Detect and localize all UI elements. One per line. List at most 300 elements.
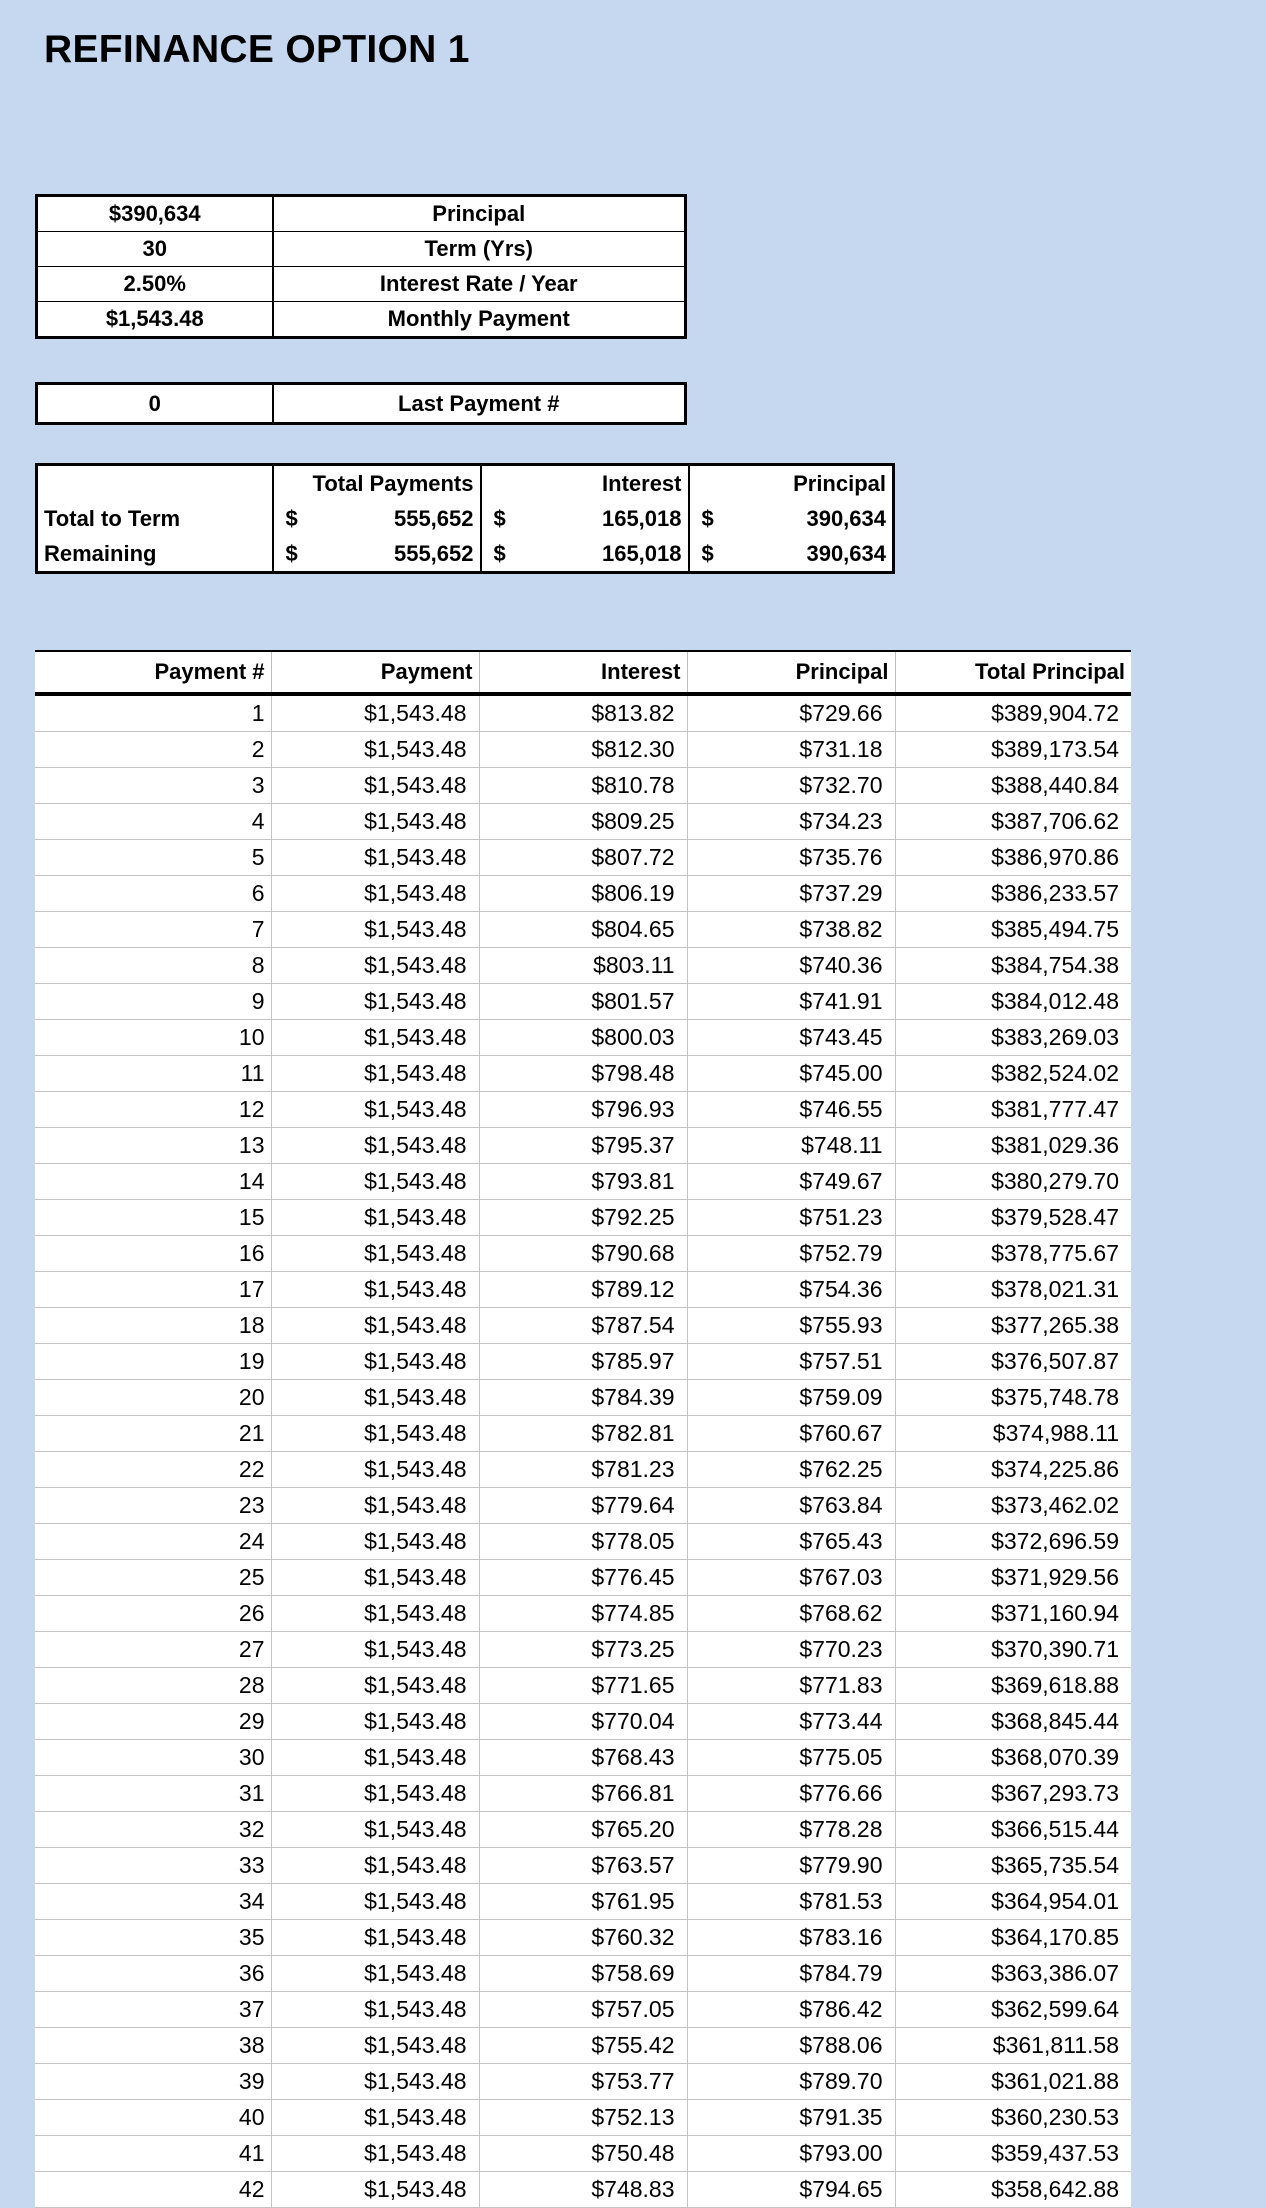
total-principal-cell[interactable]: $376,507.87 [895, 1344, 1131, 1380]
last-payment-value-cell[interactable]: 0 [37, 384, 273, 424]
total-principal-cell[interactable]: $358,642.88 [895, 2172, 1131, 2208]
total-payments-header: Total Payments [273, 465, 481, 502]
total-principal-cell[interactable]: $360,230.53 [895, 2100, 1131, 2136]
totals-corner-cell [37, 465, 273, 502]
interest-cell[interactable]: $765.20 [479, 1812, 687, 1848]
table-row [35, 1128, 1131, 1164]
payment-cell[interactable]: $1,543.48 [271, 1092, 479, 1128]
principal-cell[interactable]: $749.67 [687, 1164, 895, 1200]
interest-cell[interactable]: $801.57 [479, 984, 687, 1020]
payment-cell[interactable]: $1,543.48 [271, 1992, 479, 2028]
payment-cell[interactable]: $1,543.48 [271, 1956, 479, 1992]
table-row [35, 1596, 1131, 1632]
payment-number-cell[interactable]: 41 [35, 2136, 271, 2172]
interest-cell[interactable]: $784.39 [479, 1380, 687, 1416]
total-principal-cell[interactable]: $381,777.47 [895, 1092, 1131, 1128]
payment-number-cell[interactable]: 39 [35, 2064, 271, 2100]
payment-number-cell[interactable]: 42 [35, 2172, 271, 2208]
principal-cell[interactable]: $789.70 [687, 2064, 895, 2100]
principal-cell[interactable]: $755.93 [687, 1308, 895, 1344]
payment-number-cell[interactable]: 10 [35, 1020, 271, 1056]
payment-number-cell[interactable]: 19 [35, 1344, 271, 1380]
payment-number-cell[interactable]: 26 [35, 1596, 271, 1632]
principal-cell[interactable]: $732.70 [687, 768, 895, 804]
interest-cell[interactable]: $750.48 [479, 2136, 687, 2172]
last-payment-row [37, 384, 686, 424]
payment-number-cell[interactable]: 17 [35, 1272, 271, 1308]
interest-cell[interactable]: $787.54 [479, 1308, 687, 1344]
total-principal-cell[interactable]: $377,265.38 [895, 1308, 1131, 1344]
payment-cell[interactable]: $1,543.48 [271, 1308, 479, 1344]
payment-cell[interactable]: $1,543.48 [271, 1200, 479, 1236]
total-principal-cell[interactable]: $361,811.58 [895, 2028, 1131, 2064]
total-principal-cell[interactable]: $368,070.39 [895, 1740, 1131, 1776]
interest-cell[interactable]: $748.83 [479, 2172, 687, 2208]
payment-cell[interactable]: $1,543.48 [271, 768, 479, 804]
table-row [35, 1200, 1131, 1236]
total-to-term-payments-cell[interactable] [273, 501, 481, 536]
interest-cell[interactable]: $800.03 [479, 1020, 687, 1056]
total-principal-cell[interactable]: $389,904.72 [895, 694, 1131, 732]
payment-cell[interactable]: $1,543.48 [271, 1236, 479, 1272]
principal-cell[interactable]: $791.35 [687, 2100, 895, 2136]
payment-cell[interactable]: $1,543.48 [271, 2172, 479, 2208]
principal-cell[interactable]: $784.79 [687, 1956, 895, 1992]
interest-cell[interactable]: $774.85 [479, 1596, 687, 1632]
principal-cell[interactable]: $794.65 [687, 2172, 895, 2208]
table-row [35, 1344, 1131, 1380]
table-row [35, 1920, 1131, 1956]
table-row [35, 1308, 1131, 1344]
payment-number-cell[interactable]: 5 [35, 840, 271, 876]
table-row [35, 1632, 1131, 1668]
table-row [35, 1056, 1131, 1092]
payment-cell[interactable]: $1,543.48 [271, 948, 479, 984]
principal-cell[interactable]: $763.84 [687, 1488, 895, 1524]
payment-cell[interactable]: $1,543.48 [271, 1452, 479, 1488]
principal-cell[interactable]: $759.09 [687, 1380, 895, 1416]
total-principal-cell[interactable]: $364,954.01 [895, 1884, 1131, 1920]
total-principal-cell[interactable]: $364,170.85 [895, 1920, 1131, 1956]
total-principal-cell[interactable]: $372,696.59 [895, 1524, 1131, 1560]
currency-symbol: $ [285, 540, 298, 566]
total-principal-cell[interactable]: $380,279.70 [895, 1164, 1131, 1200]
payment-cell[interactable]: $1,543.48 [271, 1740, 479, 1776]
total-principal-cell[interactable]: $373,462.02 [895, 1488, 1131, 1524]
interest-cell[interactable]: $758.69 [479, 1956, 687, 1992]
total-principal-cell[interactable]: $362,599.64 [895, 1992, 1131, 2028]
payment-number-cell[interactable]: 3 [35, 768, 271, 804]
payment-cell[interactable]: $1,543.48 [271, 2028, 479, 2064]
total-principal-cell[interactable]: $375,748.78 [895, 1380, 1131, 1416]
payment-number-cell[interactable]: 27 [35, 1632, 271, 1668]
total-principal-cell[interactable]: $389,173.54 [895, 732, 1131, 768]
rate-value-cell[interactable]: 2.50% [37, 267, 273, 302]
total-principal-cell[interactable]: $365,735.54 [895, 1848, 1131, 1884]
interest-cell[interactable]: $757.05 [479, 1992, 687, 2028]
principal-cell[interactable]: $734.23 [687, 804, 895, 840]
principal-cell[interactable]: $757.51 [687, 1344, 895, 1380]
interest-cell[interactable]: $793.81 [479, 1164, 687, 1200]
table-row [35, 1740, 1131, 1776]
table-row [35, 1164, 1131, 1200]
payment-number-cell[interactable]: 6 [35, 876, 271, 912]
payment-cell[interactable]: $1,543.48 [271, 1776, 479, 1812]
payment-number-cell[interactable]: 29 [35, 1704, 271, 1740]
payment-cell[interactable]: $1,543.48 [271, 1848, 479, 1884]
principal-cell[interactable]: $783.16 [687, 1920, 895, 1956]
payment-cell[interactable]: $1,543.48 [271, 912, 479, 948]
payment-number-cell[interactable]: 23 [35, 1488, 271, 1524]
principal-cell[interactable]: $773.44 [687, 1704, 895, 1740]
payment-number-cell[interactable]: 9 [35, 984, 271, 1020]
remaining-interest: 165,018 [601, 540, 682, 566]
last-payment-label: Last Payment # [398, 390, 560, 416]
payment-cell[interactable]: $1,543.48 [271, 1344, 479, 1380]
principal-cell[interactable]: $765.43 [687, 1524, 895, 1560]
payment-number-cell[interactable]: 25 [35, 1560, 271, 1596]
payment-number-cell[interactable]: 8 [35, 948, 271, 984]
table-row [35, 1812, 1131, 1848]
principal-header: Principal [687, 651, 895, 694]
schedule-body [35, 694, 1131, 2208]
currency-symbol: $ [493, 505, 506, 531]
principal-value-cell[interactable]: $390,634 [37, 196, 273, 232]
principal-cell[interactable]: $781.53 [687, 1884, 895, 1920]
payment-cell[interactable]: $1,543.48 [271, 1560, 479, 1596]
payment-number-cell[interactable]: 31 [35, 1776, 271, 1812]
interest-cell[interactable]: $782.81 [479, 1416, 687, 1452]
principal-cell[interactable]: $748.11 [687, 1128, 895, 1164]
table-row [35, 2136, 1131, 2172]
interest-cell[interactable]: $812.30 [479, 732, 687, 768]
payment-cell[interactable]: $1,543.48 [271, 2064, 479, 2100]
interest-cell[interactable]: $803.11 [479, 948, 687, 984]
loan-row-rate [37, 267, 686, 302]
payment-number-cell[interactable]: 21 [35, 1416, 271, 1452]
interest-cell[interactable]: $781.23 [479, 1452, 687, 1488]
principal-header: Principal [793, 470, 886, 496]
total-principal-cell[interactable]: $387,706.62 [895, 804, 1131, 840]
payment-number-cell[interactable]: 37 [35, 1992, 271, 2028]
table-row [35, 1452, 1131, 1488]
total-principal-cell[interactable]: $371,160.94 [895, 1596, 1131, 1632]
payment-cell[interactable]: $1,543.48 [271, 2136, 479, 2172]
total-principal-cell[interactable]: $384,012.48 [895, 984, 1131, 1020]
interest-cell[interactable]: $766.81 [479, 1776, 687, 1812]
payment-number-cell[interactable]: 32 [35, 1812, 271, 1848]
table-row [35, 1848, 1131, 1884]
payment-cell[interactable]: $1,543.48 [271, 1416, 479, 1452]
table-row [35, 1272, 1131, 1308]
principal-cell[interactable]: $788.06 [687, 2028, 895, 2064]
currency-symbol: $ [493, 540, 506, 566]
remaining-payments: 555,652 [393, 540, 474, 566]
payment-number-cell[interactable]: 22 [35, 1452, 271, 1488]
payment-cell[interactable]: $1,543.48 [271, 1524, 479, 1560]
principal-cell[interactable]: $786.42 [687, 1992, 895, 2028]
payment-number-cell[interactable]: 35 [35, 1920, 271, 1956]
total-principal-cell[interactable]: $374,988.11 [895, 1416, 1131, 1452]
loan-inputs-table [35, 194, 687, 339]
payment-number-cell[interactable]: 4 [35, 804, 271, 840]
interest-cell[interactable]: $770.04 [479, 1704, 687, 1740]
interest-cell[interactable]: $763.57 [479, 1848, 687, 1884]
interest-header: Interest [481, 465, 689, 502]
principal-cell[interactable]: $740.36 [687, 948, 895, 984]
principal-cell[interactable]: $762.25 [687, 1452, 895, 1488]
payment-cell[interactable]: $1,543.48 [271, 840, 479, 876]
payment-number-cell[interactable]: 30 [35, 1740, 271, 1776]
interest-cell[interactable]: $796.93 [479, 1092, 687, 1128]
rate-label: Interest Rate / Year [273, 267, 686, 302]
table-row [35, 1668, 1131, 1704]
table-row [35, 840, 1131, 876]
principal-cell[interactable]: $752.79 [687, 1236, 895, 1272]
total-principal-cell[interactable]: $382,524.02 [895, 1056, 1131, 1092]
payment-number-header: Payment # [35, 651, 271, 694]
table-row [35, 2172, 1131, 2208]
principal-cell[interactable]: $776.66 [687, 1776, 895, 1812]
payment-number-cell[interactable]: 20 [35, 1380, 271, 1416]
payment-cell[interactable]: $1,543.48 [271, 1920, 479, 1956]
payment-number-cell[interactable]: 33 [35, 1848, 271, 1884]
principal-cell[interactable]: $775.05 [687, 1740, 895, 1776]
payment-cell[interactable]: $1,543.48 [271, 1596, 479, 1632]
principal-cell[interactable]: $743.45 [687, 1020, 895, 1056]
table-row [35, 2028, 1131, 2064]
table-row [35, 876, 1131, 912]
payment-number-cell[interactable]: 11 [35, 1056, 271, 1092]
total-principal-cell[interactable]: $359,437.53 [895, 2136, 1131, 2172]
payment-number-cell[interactable]: 2 [35, 732, 271, 768]
remaining-interest-cell[interactable] [481, 536, 689, 573]
remaining-payments-cell[interactable] [273, 536, 481, 573]
interest-cell[interactable]: $779.64 [479, 1488, 687, 1524]
table-row [35, 1992, 1131, 2028]
table-row [35, 912, 1131, 948]
monthly-payment-value-cell[interactable]: $1,543.48 [37, 302, 273, 338]
payment-cell[interactable]: $1,543.48 [271, 1488, 479, 1524]
principal-cell[interactable]: $751.23 [687, 1200, 895, 1236]
total-principal-cell[interactable]: $367,293.73 [895, 1776, 1131, 1812]
monthly-payment-label: Monthly Payment [273, 302, 686, 338]
table-row [35, 984, 1131, 1020]
payment-cell[interactable]: $1,543.48 [271, 1164, 479, 1200]
principal-cell[interactable]: $779.90 [687, 1848, 895, 1884]
table-row [35, 1560, 1131, 1596]
principal-cell[interactable]: $746.55 [687, 1092, 895, 1128]
interest-cell[interactable]: $795.37 [479, 1128, 687, 1164]
total-principal-cell[interactable]: $363,386.07 [895, 1956, 1131, 1992]
interest-cell[interactable]: $752.13 [479, 2100, 687, 2136]
total-principal-cell[interactable]: $370,390.71 [895, 1632, 1131, 1668]
payment-number-cell[interactable]: 13 [35, 1128, 271, 1164]
interest-cell[interactable]: $776.45 [479, 1560, 687, 1596]
total-principal-cell[interactable]: $383,269.03 [895, 1020, 1131, 1056]
interest-cell[interactable]: $809.25 [479, 804, 687, 840]
principal-cell[interactable]: $737.29 [687, 876, 895, 912]
loan-row-term [37, 232, 686, 267]
table-row [35, 1236, 1131, 1272]
total-principal-cell[interactable]: $378,021.31 [895, 1272, 1131, 1308]
payment-cell[interactable]: $1,543.48 [271, 1056, 479, 1092]
total-principal-cell[interactable]: $374,225.86 [895, 1452, 1131, 1488]
total-principal-cell[interactable]: $379,528.47 [895, 1200, 1131, 1236]
payment-number-cell[interactable]: 24 [35, 1524, 271, 1560]
principal-label: Principal [273, 196, 686, 232]
total-principal-cell[interactable]: $381,029.36 [895, 1128, 1131, 1164]
payment-cell[interactable]: $1,543.48 [271, 1812, 479, 1848]
payment-number-cell[interactable]: 7 [35, 912, 271, 948]
payment-number-cell[interactable]: 18 [35, 1308, 271, 1344]
table-row [35, 948, 1131, 984]
table-row [35, 694, 1131, 732]
schedule-header-row [35, 651, 1131, 694]
table-row [35, 1092, 1131, 1128]
interest-cell[interactable]: $753.77 [479, 2064, 687, 2100]
interest-cell[interactable]: $807.72 [479, 840, 687, 876]
principal-cell[interactable]: $731.18 [687, 732, 895, 768]
table-row [35, 1956, 1131, 1992]
payment-number-cell[interactable]: 28 [35, 1668, 271, 1704]
interest-cell[interactable]: $792.25 [479, 1200, 687, 1236]
principal-cell[interactable]: $745.00 [687, 1056, 895, 1092]
principal-cell[interactable]: $770.23 [687, 1632, 895, 1668]
payment-number-cell[interactable]: 34 [35, 1884, 271, 1920]
payment-cell[interactable]: $1,543.48 [271, 2100, 479, 2136]
total-to-term-principal-cell[interactable] [689, 501, 894, 536]
loan-row-monthly-payment [37, 302, 686, 338]
table-row [35, 1488, 1131, 1524]
table-row [35, 804, 1131, 840]
payment-number-cell[interactable]: 16 [35, 1236, 271, 1272]
remaining-row [37, 536, 894, 573]
total-to-term-label: Total to Term [37, 501, 273, 536]
total-to-term-payments: 555,652 [393, 505, 474, 531]
total-principal-cell[interactable]: $385,494.75 [895, 912, 1131, 948]
total-to-term-row [37, 501, 894, 536]
total-principal-cell[interactable]: $386,970.86 [895, 840, 1131, 876]
total-principal-cell[interactable]: $368,845.44 [895, 1704, 1131, 1740]
currency-symbol: $ [701, 540, 714, 566]
total-principal-header: Total Principal [895, 651, 1131, 694]
principal-cell[interactable]: $793.00 [687, 2136, 895, 2172]
principal-cell[interactable]: $768.62 [687, 1596, 895, 1632]
table-row [35, 1416, 1131, 1452]
interest-cell[interactable]: $789.12 [479, 1272, 687, 1308]
payment-cell[interactable]: $1,543.48 [271, 1884, 479, 1920]
interest-cell[interactable]: $768.43 [479, 1740, 687, 1776]
term-value-cell[interactable]: 30 [37, 232, 273, 267]
payment-cell[interactable]: $1,543.48 [271, 1704, 479, 1740]
interest-cell[interactable]: $798.48 [479, 1056, 687, 1092]
interest-cell[interactable]: $813.82 [479, 694, 687, 732]
payment-number-cell[interactable]: 14 [35, 1164, 271, 1200]
payment-cell[interactable]: $1,543.48 [271, 1272, 479, 1308]
payment-number-cell[interactable]: 1 [35, 694, 271, 732]
table-row [35, 1380, 1131, 1416]
total-principal-cell[interactable]: $371,929.56 [895, 1560, 1131, 1596]
amortization-schedule-table [35, 650, 1131, 2208]
total-to-term-interest: 165,018 [601, 505, 682, 531]
interest-cell[interactable]: $778.05 [479, 1524, 687, 1560]
total-principal-cell[interactable]: $386,233.57 [895, 876, 1131, 912]
principal-cell[interactable]: $741.91 [687, 984, 895, 1020]
loan-row-principal [37, 196, 686, 232]
table-row [35, 1524, 1131, 1560]
interest-cell[interactable]: $755.42 [479, 2028, 687, 2064]
principal-cell[interactable]: $729.66 [687, 694, 895, 732]
total-principal-cell[interactable]: $361,021.88 [895, 2064, 1131, 2100]
payment-number-cell[interactable]: 40 [35, 2100, 271, 2136]
principal-cell[interactable]: $735.76 [687, 840, 895, 876]
interest-cell[interactable]: $804.65 [479, 912, 687, 948]
last-payment-table [35, 382, 687, 425]
payment-cell[interactable]: $1,543.48 [271, 732, 479, 768]
payment-number-cell[interactable]: 36 [35, 1956, 271, 1992]
total-to-term-interest-cell[interactable] [481, 501, 689, 536]
remaining-principal-cell[interactable] [689, 536, 894, 573]
table-row [35, 1704, 1131, 1740]
principal-cell[interactable]: $767.03 [687, 1560, 895, 1596]
payment-number-cell[interactable]: 38 [35, 2028, 271, 2064]
remaining-label: Remaining [37, 536, 273, 573]
principal-cell[interactable]: $754.36 [687, 1272, 895, 1308]
table-row [35, 768, 1131, 804]
term-label: Term (Yrs) [273, 232, 686, 267]
table-row [35, 1020, 1131, 1056]
interest-cell[interactable]: $771.65 [479, 1668, 687, 1704]
payment-number-cell[interactable]: 15 [35, 1200, 271, 1236]
interest-cell[interactable]: $761.95 [479, 1884, 687, 1920]
payment-cell[interactable]: $1,543.48 [271, 876, 479, 912]
payment-cell[interactable]: $1,543.48 [271, 1380, 479, 1416]
total-principal-cell[interactable]: $384,754.38 [895, 948, 1131, 984]
sheet-title: REFINANCE OPTION 1 [44, 28, 470, 71]
payment-header: Payment [271, 651, 479, 694]
interest-cell[interactable]: $785.97 [479, 1344, 687, 1380]
payment-cell[interactable]: $1,543.48 [271, 1668, 479, 1704]
remaining-principal: 390,634 [806, 540, 886, 566]
table-row [35, 732, 1131, 768]
payment-cell[interactable]: $1,543.48 [271, 1632, 479, 1668]
total-principal-cell[interactable]: $369,618.88 [895, 1668, 1131, 1704]
payment-cell[interactable]: $1,543.48 [271, 1020, 479, 1056]
total-principal-cell[interactable]: $388,440.84 [895, 768, 1131, 804]
payment-number-cell[interactable]: 12 [35, 1092, 271, 1128]
interest-cell[interactable]: $806.19 [479, 876, 687, 912]
currency-symbol: $ [285, 505, 298, 531]
total-principal-cell[interactable]: $378,775.67 [895, 1236, 1131, 1272]
principal-cell[interactable]: $771.83 [687, 1668, 895, 1704]
principal-cell[interactable]: $760.67 [687, 1416, 895, 1452]
interest-cell[interactable]: $773.25 [479, 1632, 687, 1668]
table-row [35, 1884, 1131, 1920]
principal-cell[interactable]: $778.28 [687, 1812, 895, 1848]
payment-cell[interactable]: $1,543.48 [271, 694, 479, 732]
interest-cell[interactable]: $810.78 [479, 768, 687, 804]
totals-table [35, 463, 895, 574]
table-row [35, 2100, 1131, 2136]
interest-cell[interactable]: $790.68 [479, 1236, 687, 1272]
interest-cell[interactable]: $760.32 [479, 1920, 687, 1956]
payment-cell[interactable]: $1,543.48 [271, 804, 479, 840]
principal-cell[interactable]: $738.82 [687, 912, 895, 948]
payment-cell[interactable]: $1,543.48 [271, 984, 479, 1020]
payment-cell[interactable]: $1,543.48 [271, 1128, 479, 1164]
total-principal-cell[interactable]: $366,515.44 [895, 1812, 1131, 1848]
